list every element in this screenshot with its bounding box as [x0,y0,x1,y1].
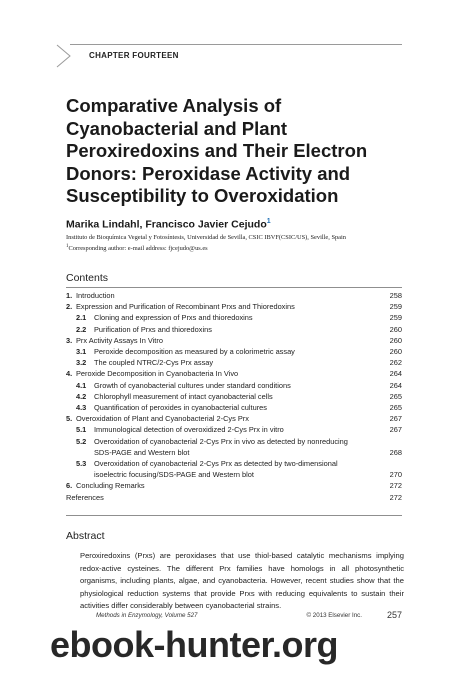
toc-entry-number: 4. [66,369,73,379]
footer-copyright: © 2013 Elsevier Inc. [306,612,362,619]
toc-entry-page: 260 [389,347,402,357]
toc-entry-title: Expression and Purification of Recombinant Prxs and Thioredoxins [76,302,295,312]
toc-entry-page: 265 [389,391,402,401]
toc-entry-number: 2.2 [76,324,87,334]
toc-entry-title: Peroxide Decomposition in Cyanobacteria In Vivo [76,369,239,379]
toc-entry-page: 267 [389,414,402,424]
toc-entry-number: 5.2 [76,436,87,446]
watermark: ebook-hunter.org [50,624,338,665]
toc-entry-number: 3.2 [76,358,87,368]
affiliation-institution: Instituto de Bioquímica Vegetal y Fotosíntesis, Universidad de Sevilla, CSIC IBVF(CSIC/US), Seville, Spain [66,234,346,241]
chapter-chevron-icon [56,44,72,68]
toc-entry-page: 267 [389,425,402,435]
toc-entry-title: Peroxide decomposition as measured by a colorimetric assay [94,347,295,357]
author-footnote-link[interactable]: 1 [266,218,271,225]
toc-entry[interactable] [66,368,402,379]
toc-entry[interactable] [66,391,402,402]
abstract-text: Peroxiredoxins (Prxs) are peroxidases that use thiol-based catalytic mechanisms implying redox-active cysteines. The different Prx families have homologs in all photosynthetic organisms, including plants, algae, and cyanobacteria. However, recent studies show that the physiological reduction systems that provide Prxs with reducing equivalents to sustain their activities differ considerably between cyanobacterial strains. [80,551,404,611]
affiliation-correspondence: $^1$Corresponding author: e-mail address: fjcejudo@us.es [66,243,208,252]
toc-entry-page: 264 [389,380,402,390]
toc-entry-title: Concluding Remarks [76,481,145,491]
title-line: Donors: Peroxidase Activity and [66,162,351,184]
toc-entry-title: Quantification of peroxides in cyanobacterial cultures [94,403,267,413]
toc-entry-page: 272 [389,481,402,491]
toc-entry[interactable] [66,402,402,413]
toc-entry-number: 4.2 [76,391,87,401]
chapter-label: CHAPTER FOURTEEN [89,51,179,60]
title-line: Susceptibility to Overoxidation [66,185,339,206]
toc-entry-page: 268 [389,447,402,457]
authors [66,218,271,231]
title-line: Comparative Analysis of [66,95,282,116]
toc-entry-number: 4.3 [76,403,87,413]
toc-entry-number: 2. [66,302,73,312]
toc-entry-page: 259 [389,302,402,312]
affiliation [66,234,416,253]
toc-entry-title: Overoxidation of cyanobacterial 2-Cys Prx in vivo as detected by nonreducing SDS-PAGE and Western blot [94,436,348,457]
toc-entry[interactable] [66,301,402,312]
toc-entry-title: Overoxidation of cyanobacterial 2-Cys Prx as detected by two-dimensional isoelectric focusing/SDS-PAGE and Western blot [94,459,338,480]
footer-journal: Methods in Enzymology, Volume 527 [96,612,198,619]
toc-entry[interactable] [66,458,402,480]
author-names: Marika Lindahl, Francisco Javier Cejudo [66,218,267,231]
toc-entry[interactable] [66,312,402,323]
page-title [66,95,411,208]
title-line: Cyanobacterial and Plant [66,117,288,139]
toc-entry[interactable] [66,436,402,458]
title-line: Peroxiredoxins and Their Electron [66,140,368,161]
toc-entry-number: 3.1 [76,347,87,357]
toc-entry-title: The coupled NTRC/2-Cys Prx assay [94,358,214,368]
toc-entry-number: 2.1 [76,313,87,323]
toc-entry-page: 270 [389,470,402,480]
toc-entry-number: 4.1 [76,380,87,390]
toc-entry[interactable] [66,335,402,346]
toc-entry-number: 3. [66,335,73,345]
toc-entry[interactable] [66,290,402,301]
toc-entry-number: 6. [66,481,73,491]
toc-entry-page: 258 [389,291,402,300]
toc-entry-title: Overoxidation of Plant and Cyanobacterial 2-Cys Prx [76,414,249,424]
toc-entry-title: Growth of cyanobacterial cultures under standard conditions [94,380,291,390]
contents-top-rule [66,287,402,288]
abstract-heading: Abstract [66,530,105,542]
toc-entry-title: Cloning and expression of Prxs and thioredoxins [94,313,253,323]
toc-entry[interactable] [66,357,402,368]
toc-entry[interactable] [66,480,402,491]
toc-entry-title: Immunological detection of overoxidized 2-Cys Prx in vitro [94,425,284,435]
toc-entry-page: 259 [389,313,402,323]
toc-entry-page: 272 [389,492,402,502]
toc-entry-title: Chlorophyll measurement of intact cyanobacterial cells [94,391,273,401]
chapter-rule [70,44,402,45]
toc-entry-number: 5.1 [76,425,87,435]
contents-heading: Contents [66,272,109,284]
page-number: 257 [386,610,402,620]
toc-entry-title: Purification of Prxs and thioredoxins [94,324,212,334]
table-of-contents [66,290,402,503]
toc-entry-page: 265 [389,403,402,413]
toc-entry-page: 262 [389,358,402,368]
chapter-header [56,44,402,68]
toc-entry-page: 264 [389,369,402,379]
toc-entry[interactable] [66,424,402,435]
toc-entry[interactable] [66,380,402,391]
toc-entry-page: 260 [389,324,402,334]
toc-entry-title: Prx Activity Assays In Vitro [76,335,163,345]
toc-entry-number: 5.3 [76,459,87,469]
toc-entry[interactable] [66,492,402,503]
toc-entry-title: Introduction [76,291,115,300]
toc-entry[interactable] [66,346,402,357]
toc-entry-title: References [66,492,104,502]
toc-entry[interactable] [66,413,402,424]
toc-entry-number: 5. [66,414,73,424]
toc-entry[interactable] [66,324,402,335]
toc-entry-page: 260 [389,335,402,345]
contents-bottom-rule [66,515,402,516]
toc-entry-number: 1. [66,291,73,300]
